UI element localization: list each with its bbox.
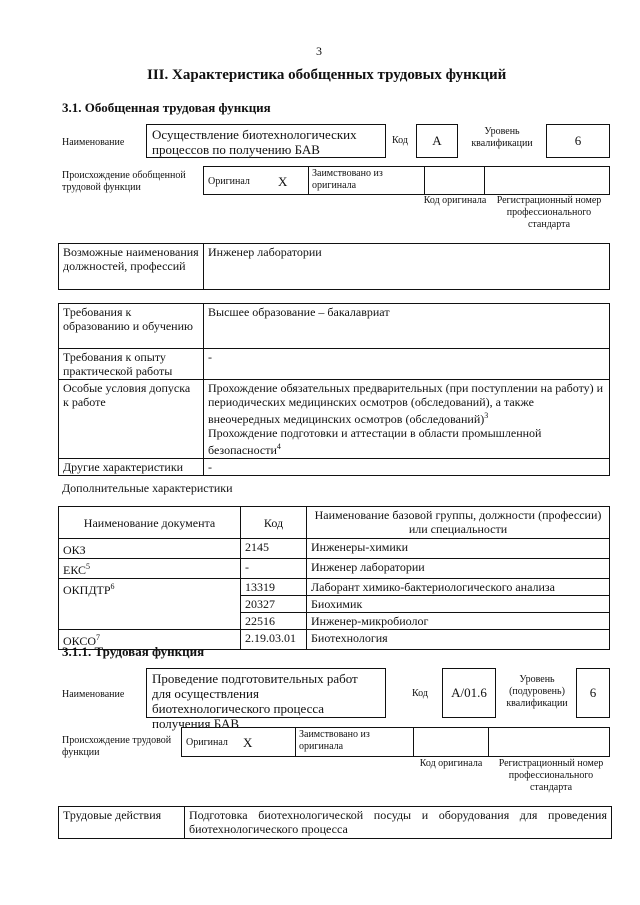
tf-code-label: Код bbox=[412, 688, 428, 699]
row-name: Лаборант химико-бактериологического анализа bbox=[307, 579, 610, 596]
positions-label: Возможные наименования должностей, профессий bbox=[59, 244, 204, 290]
table-row bbox=[59, 539, 610, 559]
otf-code-original-label: Код оригинала bbox=[423, 195, 487, 206]
positions-value: Инженер лаборатории bbox=[204, 244, 610, 290]
row-name: Биотехнология bbox=[307, 630, 610, 650]
row-doc: ОКСО bbox=[63, 634, 97, 648]
row-doc: ОКЗ bbox=[63, 543, 86, 557]
row-sup: 5 bbox=[86, 562, 91, 571]
req-education-label: Требования к образованию и обучению bbox=[59, 304, 204, 349]
otf-origin-label: Происхождение обобщенной трудовой функции bbox=[62, 170, 186, 193]
actions-table bbox=[58, 806, 612, 839]
tf-name-value: Проведение подготовительных работ для осуществления биотехнологического процесса получения БАВ bbox=[146, 668, 386, 718]
requirements-table bbox=[58, 303, 610, 476]
otf-original-label: Оригинал bbox=[208, 176, 250, 187]
positions-table bbox=[58, 243, 610, 290]
tf-borrowed-label: Заимствовано из оригинала bbox=[299, 729, 370, 752]
tf-original-mark: Х bbox=[243, 735, 253, 750]
tf-level-value: 6 bbox=[576, 668, 610, 718]
row-name: Инженер лаборатории bbox=[307, 559, 610, 579]
footnote-3: 3 bbox=[484, 411, 489, 420]
col-doc-header: Наименование документа bbox=[59, 507, 241, 539]
req-experience-label: Требования к опыту практической работы bbox=[59, 349, 204, 380]
otf-reg-number-label: Регистрационный номер профессионального стандарта bbox=[496, 195, 602, 230]
req-experience-value: - bbox=[204, 349, 610, 380]
additional-table bbox=[58, 506, 610, 650]
row-name: Биохимик bbox=[307, 596, 610, 613]
req-other-label: Другие характеристики bbox=[59, 459, 204, 476]
req-admission-text2: Прохождение подготовки и аттестации в области промышленной безопасности bbox=[208, 426, 542, 457]
col-name-header: Наименование базовой группы, должности (профессии) или специальности bbox=[307, 507, 610, 539]
req-admission-text1: Прохождение обязательных предварительных (при поступлении на работу) и периодических медицинских осмотров (обследований), а также внеочередных медицинских осмотров (обследований) bbox=[208, 381, 604, 426]
actions-value: Подготовка биотехнологической посуды и оборудования для проведения биотехнологического процесса bbox=[185, 807, 612, 839]
otf-original-mark: Х bbox=[278, 174, 288, 189]
otf-name-value: Осуществление биотехнологических процессов по получению БАВ bbox=[146, 124, 386, 158]
otf-code-value: А bbox=[416, 124, 458, 158]
req-admission-value bbox=[204, 380, 610, 459]
row-code: 20327 bbox=[241, 596, 307, 613]
tf-code-original-cell bbox=[413, 727, 489, 757]
tf-original-label: Оригинал bbox=[186, 737, 228, 748]
row-doc: ОКПДТР bbox=[63, 583, 111, 597]
row-code: 22516 bbox=[241, 613, 307, 630]
otf-reg-number-cell bbox=[484, 166, 610, 195]
row-sup: 7 bbox=[96, 633, 101, 642]
otf-level-value: 6 bbox=[546, 124, 610, 158]
tf-reg-number-cell bbox=[488, 727, 610, 757]
actions-label: Трудовые действия bbox=[59, 807, 185, 839]
tf-level-label: Уровень (подуровень) квалификации bbox=[506, 674, 568, 709]
req-other-value: - bbox=[204, 459, 610, 476]
additional-heading: Дополнительные характеристики bbox=[62, 481, 233, 495]
table-row bbox=[59, 579, 610, 596]
row-sup: 6 bbox=[110, 582, 115, 591]
tf-code-value: А/01.6 bbox=[442, 668, 496, 718]
row-code: - bbox=[241, 559, 307, 579]
otf-name-label: Наименование bbox=[62, 137, 125, 148]
tf-code-original-label: Код оригинала bbox=[419, 758, 483, 769]
section-title: III. Характеристика обобщенных трудовых функций bbox=[147, 67, 507, 83]
otf-heading: 3.1. Обобщенная трудовая функция bbox=[62, 100, 271, 115]
row-name: Инженер-микробиолог bbox=[307, 613, 610, 630]
row-code: 2.19.03.01 bbox=[241, 630, 307, 650]
tf-heading: 3.1.1. Трудовая функция bbox=[62, 644, 205, 659]
otf-code-label: Код bbox=[392, 135, 408, 146]
req-education-value: Высшее образование – бакалавриат bbox=[204, 304, 610, 349]
tf-origin-label: Происхождение трудовой функции bbox=[62, 735, 172, 758]
req-admission-label: Особые условия допуска к работе bbox=[59, 380, 204, 459]
otf-borrowed-label: Заимствовано из оригинала bbox=[312, 168, 383, 191]
table-row bbox=[59, 559, 610, 579]
row-code: 2145 bbox=[241, 539, 307, 559]
row-code: 13319 bbox=[241, 579, 307, 596]
tf-reg-number-label: Регистрационный номер профессионального стандарта bbox=[498, 758, 604, 793]
otf-level-label: Уровень квалификации bbox=[471, 126, 533, 149]
col-code-header: Код bbox=[241, 507, 307, 539]
tf-name-label: Наименование bbox=[62, 689, 125, 700]
row-doc: ЕКС bbox=[63, 563, 87, 577]
otf-code-original-cell bbox=[424, 166, 485, 195]
footnote-4: 4 bbox=[276, 442, 281, 451]
page-number: 3 bbox=[316, 44, 322, 58]
row-name: Инженеры-химики bbox=[307, 539, 610, 559]
